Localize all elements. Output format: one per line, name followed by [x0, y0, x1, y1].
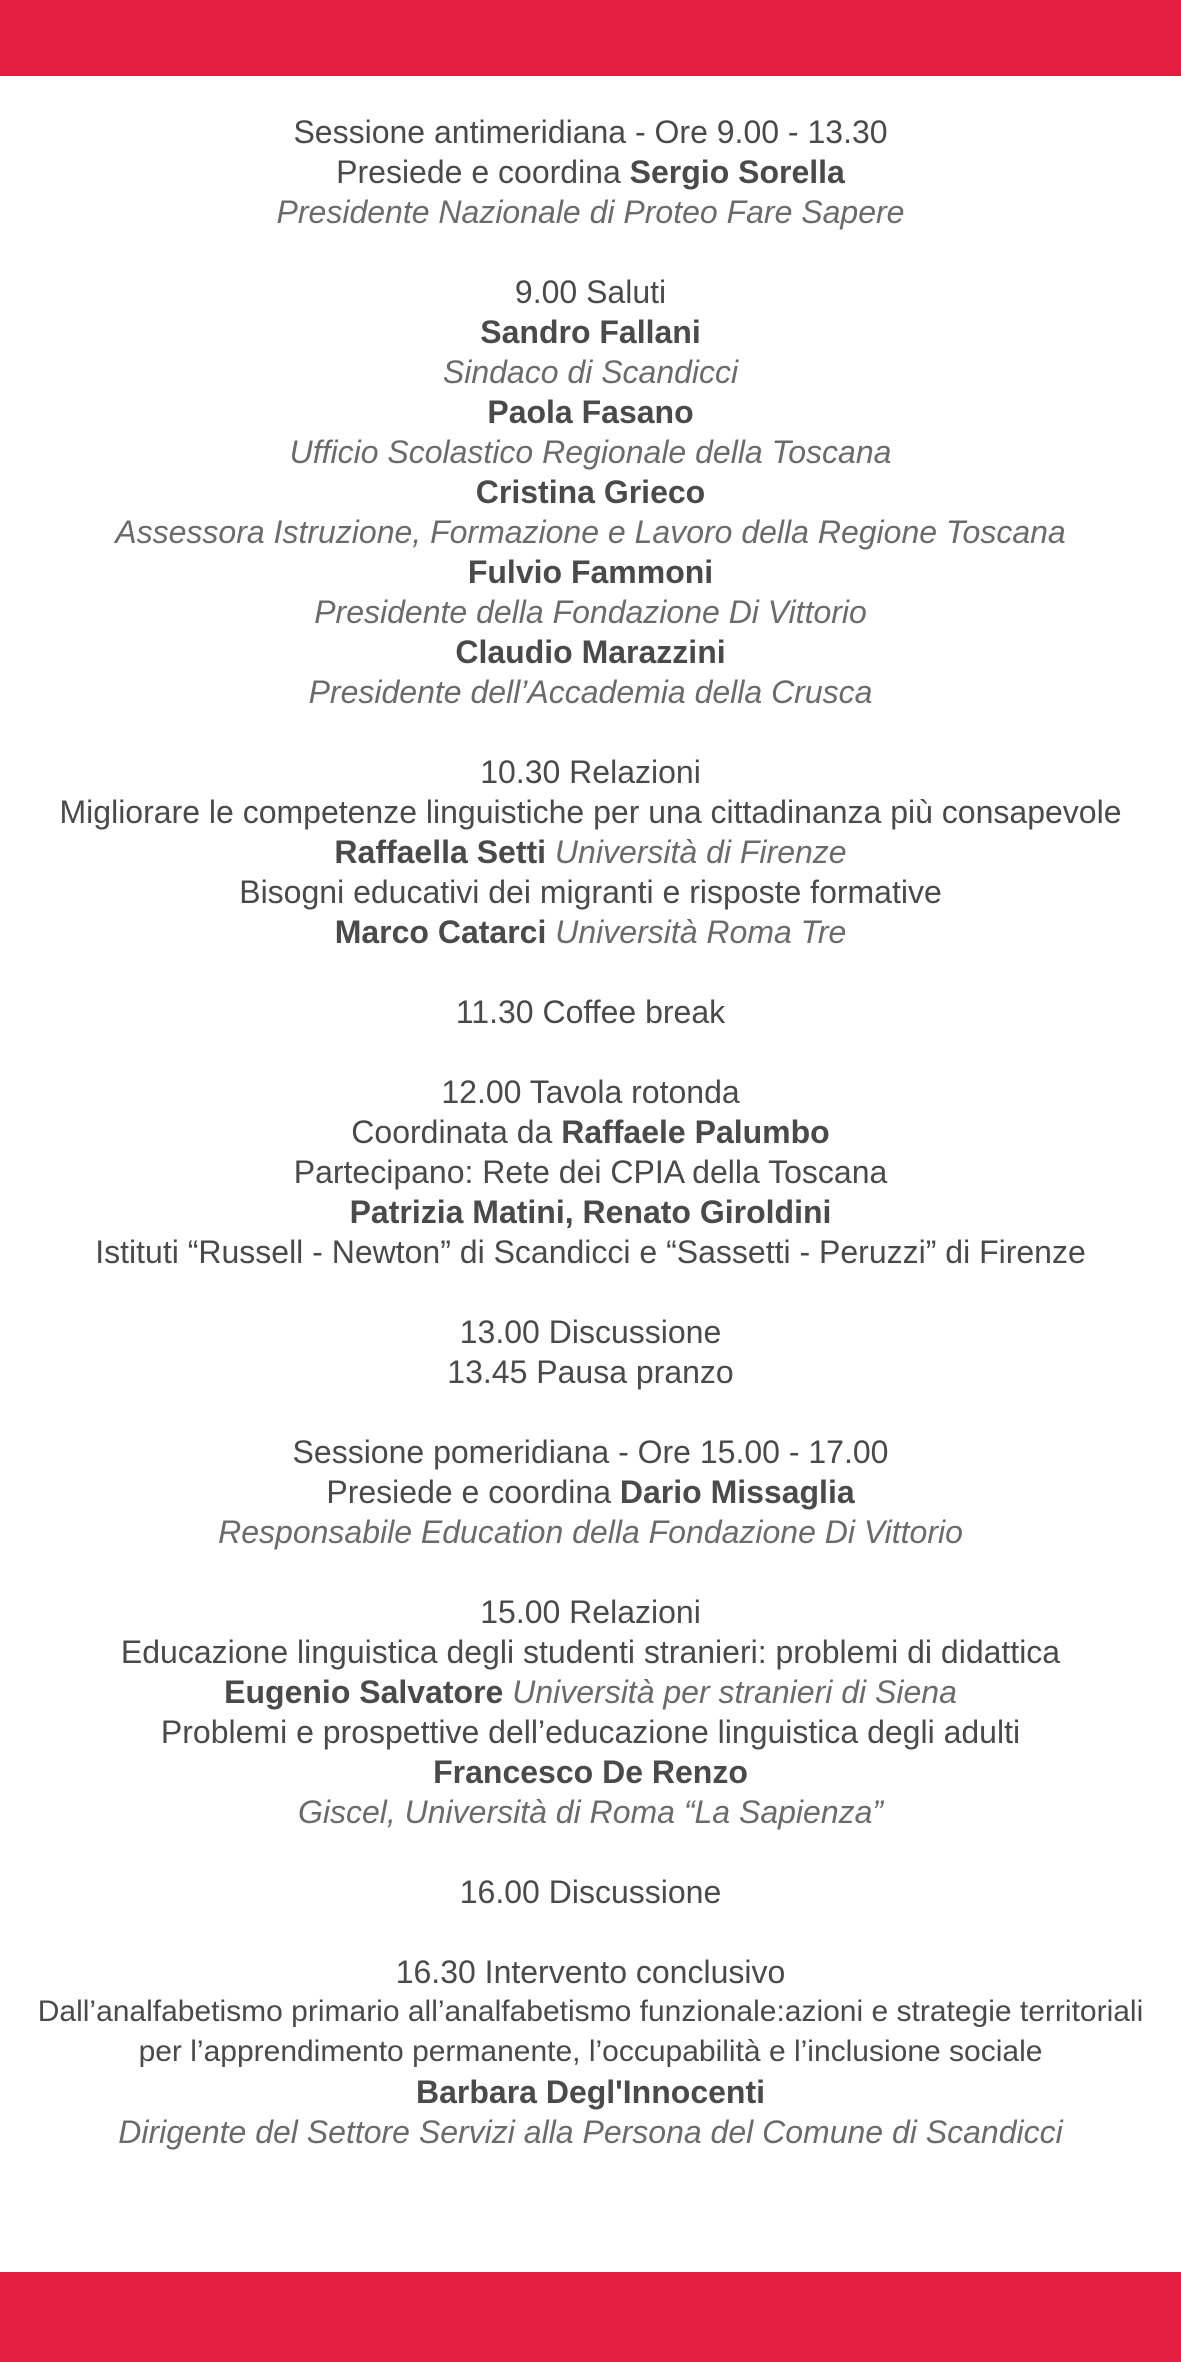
speaker-name: Sandro Fallani [480, 314, 701, 350]
program-line [0, 912, 1181, 952]
affiliation-text: Presidente Nazionale di Proteo Fare Sapere [276, 194, 905, 230]
speaker-name: Barbara Degl'Innocenti [415, 2074, 765, 2110]
program-line [0, 552, 1181, 592]
schedule-text: Educazione linguistica degli studenti stranieri: problemi di didattica [120, 1634, 1061, 1670]
affiliation-text: Università per stranieri di Siena [503, 1674, 957, 1710]
program-section [0, 1072, 1181, 1272]
schedule-text: Sessione pomeridiana - Ore 15.00 - 17.00 [292, 1434, 889, 1470]
schedule-text: 16.30 Intervento conclusivo [395, 1954, 786, 1990]
program-line [0, 1072, 1181, 1112]
affiliation-text: Responsabile Education della Fondazione Di Vittorio [218, 1514, 963, 1550]
program-section [0, 272, 1181, 712]
program-line [0, 1352, 1181, 1392]
program-line [0, 1992, 1181, 2032]
program-line [0, 1712, 1181, 1752]
speaker-name: Raffaella Setti [334, 834, 547, 870]
program-line [0, 1872, 1181, 1912]
program-line [0, 752, 1181, 792]
affiliation-text: Giscel, Università di Roma “La Sapienza” [297, 1794, 884, 1830]
schedule-text: 13.45 Pausa pranzo [447, 1354, 734, 1390]
affiliation-text: Università Roma Tre [546, 914, 847, 950]
program-line [0, 392, 1181, 432]
schedule-text: 13.00 Discussione [459, 1314, 722, 1350]
program-section [0, 1432, 1181, 1552]
program-line [0, 832, 1181, 872]
program-section [0, 1952, 1181, 2152]
affiliation-text: Dirigente del Settore Servizi alla Persona del Comune di Scandicci [118, 2114, 1063, 2150]
speaker-name: Marco Catarci [334, 914, 547, 950]
program-line [0, 672, 1181, 712]
schedule-text: 16.00 Discussione [459, 1874, 722, 1910]
program-line [0, 472, 1181, 512]
speaker-name: Patrizia Matini, Renato Giroldini [349, 1194, 832, 1230]
program-line [0, 1672, 1181, 1712]
program-line [0, 1632, 1181, 1672]
speaker-name: Raffaele Palumbo [561, 1114, 830, 1150]
program-section [0, 1872, 1181, 1912]
program-line [0, 192, 1181, 232]
affiliation-text: Ufficio Scolastico Regionale della Toscana [289, 434, 892, 470]
program-line [0, 992, 1181, 1032]
schedule-text: 10.30 Relazioni [480, 754, 701, 790]
affiliation-text: Presidente dell’Accademia della Crusca [308, 674, 873, 710]
program-line [0, 1192, 1181, 1232]
speaker-name: Paola Fasano [487, 394, 694, 430]
affiliation-text: Presidente della Fondazione Di Vittorio [314, 594, 867, 630]
schedule-text: per l’apprendimento permanente, l’occupabilità e l’inclusione sociale [138, 2035, 1043, 2068]
program-line [0, 792, 1181, 832]
schedule-text: Coordinata da [351, 1114, 562, 1150]
schedule-text: 11.30 Coffee break [455, 994, 726, 1030]
program-line [0, 1472, 1181, 1512]
speaker-name: Francesco De Renzo [433, 1754, 748, 1790]
program-line [0, 312, 1181, 352]
program-line [0, 512, 1181, 552]
schedule-text: Sessione antimeridiana - Ore 9.00 - 13.30 [293, 114, 888, 150]
program-line [0, 352, 1181, 392]
program-line [0, 1432, 1181, 1472]
speaker-name: Dario Missaglia [619, 1474, 855, 1510]
affiliation-text: Sindaco di Scandicci [442, 354, 739, 390]
program-line [0, 872, 1181, 912]
schedule-text: Bisogni educativi dei migranti e risposte formative [239, 874, 942, 910]
bottom-red-band [0, 2272, 1181, 2362]
program-line [0, 1792, 1181, 1832]
affiliation-text: Università di Firenze [546, 834, 847, 870]
schedule-text: Presiede e coordina [326, 1474, 620, 1510]
program-section [0, 1312, 1181, 1392]
program-line [0, 272, 1181, 312]
program-line [0, 1232, 1181, 1272]
program-line [0, 1592, 1181, 1632]
program-section [0, 1592, 1181, 1832]
speaker-name: Fulvio Fammoni [467, 554, 714, 590]
program-section [0, 112, 1181, 232]
program-line [0, 1112, 1181, 1152]
program-line [0, 632, 1181, 672]
program-line [0, 112, 1181, 152]
schedule-text: Presiede e coordina [336, 154, 630, 190]
program-line [0, 1752, 1181, 1792]
program-line [0, 1952, 1181, 1992]
program-line [0, 1152, 1181, 1192]
program-section [0, 752, 1181, 952]
top-red-band [0, 0, 1181, 76]
program-line [0, 1512, 1181, 1552]
program-line [0, 2032, 1181, 2072]
schedule-text: Migliorare le competenze linguistiche per una cittadinanza più consapevole [59, 794, 1122, 830]
schedule-text: 9.00 Saluti [514, 274, 667, 310]
schedule-text: 12.00 Tavola rotonda [441, 1074, 740, 1110]
schedule-text: Partecipano: Rete dei CPIA della Toscana [293, 1154, 888, 1190]
speaker-name: Eugenio Salvatore [224, 1674, 504, 1710]
program-line [0, 2072, 1181, 2112]
speaker-name: Sergio Sorella [629, 154, 845, 190]
speaker-name: Cristina Grieco [475, 474, 706, 510]
schedule-text: Problemi e prospettive dell’educazione linguistica degli adulti [160, 1714, 1021, 1750]
program-line [0, 1312, 1181, 1352]
schedule-text: Istituti “Russell - Newton” di Scandicci e “Sassetti - Peruzzi” di Firenze [95, 1234, 1086, 1270]
program-section [0, 992, 1181, 1032]
schedule-text: 15.00 Relazioni [480, 1594, 701, 1630]
program-schedule [0, 112, 1181, 2192]
program-line [0, 432, 1181, 472]
program-line [0, 592, 1181, 632]
affiliation-text: Assessora Istruzione, Formazione e Lavoro della Regione Toscana [115, 514, 1066, 550]
program-line [0, 2112, 1181, 2152]
speaker-name: Claudio Marazzini [455, 634, 726, 670]
schedule-text: Dall’analfabetismo primario all’analfabetismo funzionale:azioni e strategie territoriali [37, 1995, 1144, 2028]
program-line [0, 152, 1181, 192]
